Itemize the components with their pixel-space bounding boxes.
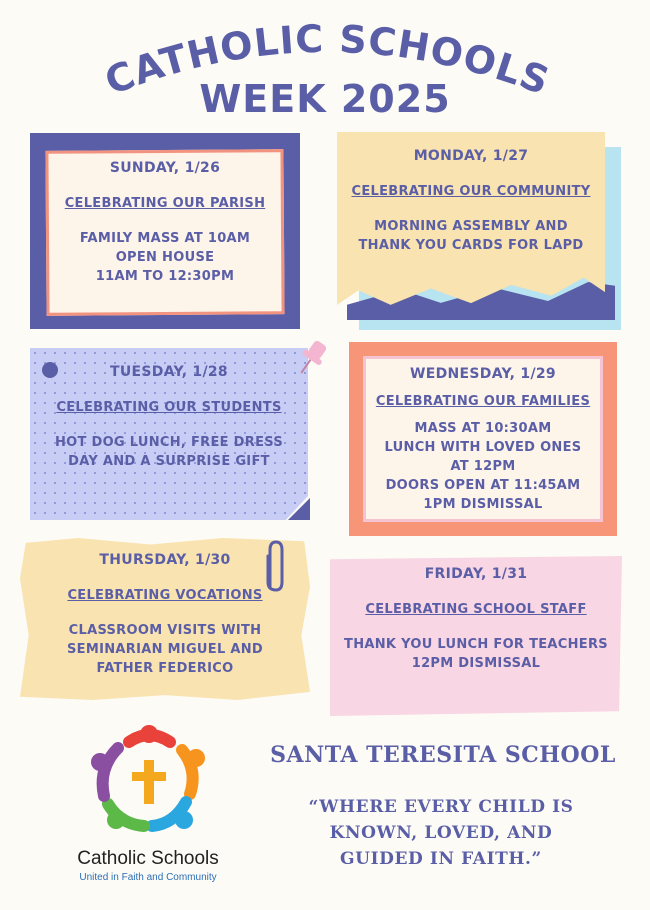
detail-line: HOT DOG LUNCH, FREE DRESS [54, 435, 283, 450]
card-wednesday [349, 342, 617, 536]
motto-line: KNOWN, LOVED, AND [329, 823, 553, 843]
card-content [363, 356, 603, 522]
card-friday [330, 556, 622, 716]
detail-line: MORNING ASSEMBLY AND [374, 219, 568, 234]
day-label: MONDAY, 1/27 [413, 148, 529, 164]
logo-tagline: United in Faith and Community [79, 872, 217, 883]
detail-line: OPEN HOUSE [115, 250, 215, 265]
card-content [330, 556, 622, 716]
theme-label: CELEBRATING OUR STUDENTS [56, 400, 282, 415]
card-content [20, 538, 310, 700]
day-label: FRIDAY, 1/31 [424, 566, 528, 582]
card-monday [337, 132, 619, 332]
theme-label: CELEBRATING OUR FAMILIES [375, 394, 591, 409]
logo-figures-icon [74, 720, 224, 845]
card-sunday [30, 133, 300, 329]
page-title [0, 18, 650, 118]
detail-line: CLASSROOM VISITS WITH [68, 623, 262, 638]
motto-line: “WHERE EVERY CHILD IS [308, 797, 574, 817]
title-line-1: CATHOLIC SCHOOLS [99, 18, 556, 104]
title-line-2: WEEK 2025 [199, 77, 451, 118]
theme-label: CELEBRATING SCHOOL STAFF [365, 602, 587, 617]
day-label: TUESDAY, 1/28 [110, 364, 228, 380]
theme-label: CELEBRATING OUR PARISH [64, 196, 266, 211]
card-content [30, 348, 308, 520]
theme-label: CELEBRATING VOCATIONS [67, 588, 263, 603]
logo-name: Catholic Schools [77, 848, 219, 869]
detail-line: LUNCH WITH LOVED ONES [384, 440, 582, 455]
theme-label: CELEBRATING OUR COMMUNITY [351, 184, 591, 199]
card-content [46, 150, 284, 315]
day-label: WEDNESDAY, 1/29 [410, 366, 556, 382]
detail-line: DOORS OPEN AT 11:45AM [385, 478, 581, 493]
detail-line: DAY AND A SURPRISE GIFT [68, 454, 270, 469]
detail-line: AT 12PM [450, 459, 516, 474]
detail-line: 12PM DISMISSAL [411, 656, 541, 671]
detail-line: FATHER FEDERICO [96, 661, 234, 676]
detail-line: 11AM TO 12:30PM [95, 269, 235, 284]
title-svg [0, 18, 650, 118]
detail-line: MASS AT 10:30AM [414, 421, 552, 436]
card-tuesday [30, 348, 310, 520]
motto [276, 794, 606, 872]
day-label: THURSDAY, 1/30 [99, 552, 231, 568]
card-thursday [20, 538, 310, 700]
detail-line: 1PM DISMISSAL [423, 497, 543, 512]
day-label: SUNDAY, 1/26 [109, 160, 221, 176]
card-content [337, 132, 605, 302]
school-name: SANTA TERESITA SCHOOL [270, 742, 616, 768]
catholic-schools-logo [58, 720, 238, 890]
detail-line: FAMILY MASS AT 10AM [79, 231, 251, 246]
detail-line: SEMINARIAN MIGUEL AND [67, 642, 263, 657]
detail-line: THANK YOU LUNCH FOR TEACHERS [344, 637, 608, 652]
detail-line: THANK YOU CARDS FOR LAPD [358, 238, 584, 253]
motto-line: GUIDED IN FAITH.” [340, 849, 542, 869]
